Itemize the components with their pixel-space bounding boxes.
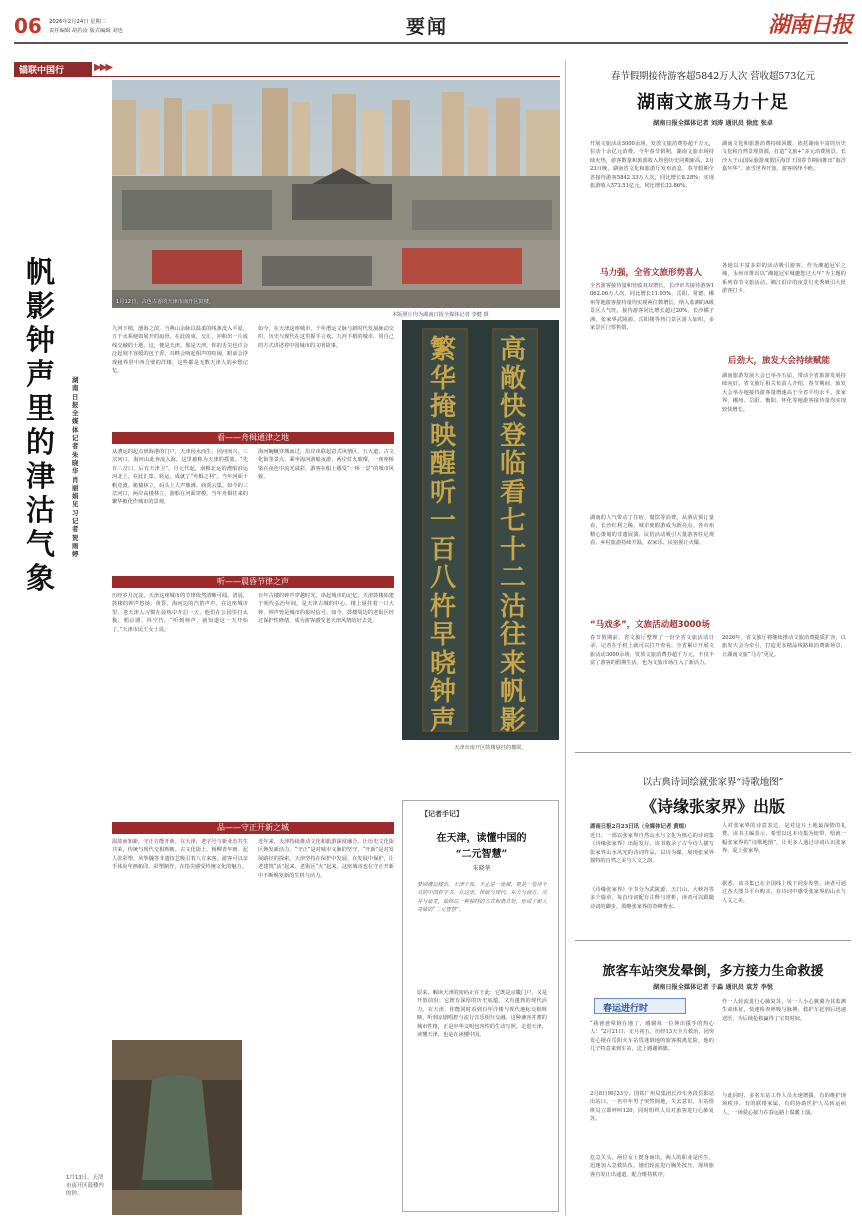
- bell-photo: [112, 1040, 242, 1215]
- article3-body-1: “我爸爸晕倒在地了，感谢每一位伸出援手的热心人！”2月21日，正月初五，历经13天全力救治，因突发心梗在岳阳火车站昏迷倒地的旅客脱离危险，他的儿子特意来到车站，送上感谢锦旗。: [590, 1021, 714, 1053]
- article3-body-3: 危急关头，两位女士挺身而出，两人的职业是医生，迅速加入急救队伍。她们轮流进行胸外按压，现场旅客自发让出通道，配合维持秩序。: [590, 1155, 714, 1178]
- article1-kicker: 春节假期接待游客超5842万人次 营收超573亿元: [610, 71, 816, 82]
- feature-body-1: 从漕运的起点到海港的门户，天津因水而生、因河而兴。三岔河口，海河由此奔流入海，这里被称为天津的摇篮。“先有三岔口，后有天津卫”，自元代起，南粮北运的漕船沿运河北上，在此汇集、转运，成就了“舟楫之利”。当年河面千帆竞渡、桅樯林立，码头上人声鼎沸、商贾云集。如今的三岔河口，两岸高楼林立，游船在河面穿梭，当年舟楫往来的繁华被化作城市的景观。: [112, 449, 248, 506]
- subhead-bar-2: [112, 576, 394, 588]
- article3-byline: 湖南日报全媒体记者 于淼 通讯员 袁芳 李悦: [653, 984, 773, 991]
- column-tag-label: 春运进行时: [603, 1004, 649, 1014]
- article2-body-3: 人对张家界的诗意表达，是对这片土地最深情的礼赞。该书主编表示，希望以这本诗集为纽带，绘就一幅张家界的“诗歌地图”，让更多人通过诗词认识张家界、爱上张家界。: [722, 823, 846, 855]
- note-author: 朱晓华: [472, 865, 491, 872]
- header-rule: [14, 42, 848, 44]
- article1-rule: [575, 752, 851, 753]
- bell-caption: 1月13日，天津市南开区鼓楼内的钟。: [66, 1175, 104, 1197]
- page-divider: [565, 60, 566, 1215]
- article2-dateline: 湖南日报2月23日讯（全媒体记者 黄煌）: [590, 824, 690, 830]
- section-tag: [14, 62, 92, 76]
- photo-credit: 本版照片均为湖南日报全媒体记者 李健 摄: [392, 312, 489, 318]
- article1-lead: 开展文旅活动3000余场，发放文旅消费券超千万元，拉动十余亿元消费。今年春节假期，湖南文旅市场持续火热，游客数量和旅游收入均创历史同期新高。2月23日晚，湖南省文化和旅游厅发布消息，春节假期全省接待游客5842.33万人次，同比增长8.28%；实现旅游收入573.51亿元，同比增长33.86%。: [590, 141, 714, 190]
- article2-kicker: 以古典诗词绘就张家界“诗歌地图”: [642, 777, 784, 788]
- article2-headline: 《诗缘张家界》出版: [640, 797, 785, 816]
- date-line: 2026年2月24日 星期二: [49, 19, 107, 25]
- tag-rule: [14, 76, 560, 77]
- article1-subhead-2: “马戏多”，文旅活动超3000场: [590, 620, 710, 630]
- subhead-bar-1: [112, 432, 394, 444]
- tag-arrows: ▶▶▶: [94, 62, 112, 73]
- article1-right-1: 湖南文化和旅游消费持续回暖，依托湖南丰富的历史文化和自然景观资源，打造“文旅+”多元消费场景。长沙大王山国际旅游度假区海洋王国春节期间推出“海洋嘉年华”，冰雪世界开放，游客络绎不绝。: [722, 141, 846, 173]
- article3-body-5: 与此同时，多名车站工作人员火速增援，有的维护现场秩序，有的联络家属，有的协助医护人员转运病人，一场爱心接力在春运路上温暖上演。: [722, 1093, 846, 1116]
- masthead-logo: 湖南日报: [768, 12, 853, 38]
- article1-right-3: 湖南旅游发展大会已举办五届，带动全省旅游发展持续向好。省文旅厅相关负责人介绍，春节期间，旅发大会举办地接待游客量增速高于全省平均水平。张家界、郴州、岳阳、衡阳、怀化等地游客接待量均实现较快增长。: [722, 373, 846, 413]
- couplet-right-text: 高敞快登临看七十二沽往来帆影: [500, 335, 527, 736]
- article1-body-2: 湖南的人气带动了住宿、餐饮等消费。从酒店预订量看，长沙红利之稀，城市度假游成为新亮点。各市州精心策划的非遗展演、民俗活动吸引大量游客驻足观看。乡村旅游持续升温，农家乐、民宿预订火爆。: [590, 515, 714, 547]
- couplet-photo: [402, 320, 559, 740]
- article1-subhead-3: 后劲大，旅发大会持续赋能: [728, 356, 831, 366]
- photo-caption-1: 1月12日，古色古香的天津市南开区鼓楼。: [116, 299, 215, 305]
- article1-headline: 湖南文旅马力十足: [637, 92, 789, 113]
- article3-column-tag: [594, 998, 686, 1014]
- article2-body-1: 近日，一部以张家界自然山水与文化为核心的诗词集《诗缘张家界》出版发行。该书收录了古今诗人描写张家界山水风光的诗词作品，以诗为媒，展现张家界独特的自然之美与人文之韵。: [590, 833, 714, 865]
- feature-body-5: 温故而知新，守正方能开新。在天津，老字号与新业态共生共荣，传统与现代交相辉映。古文化街上，杨柳青年画、泥人张彩塑、风筝魏等非遗技艺吸引着八方来客。游客可以亲手体验年画拓印、彩塑制作，在指尖感受传统文化的魅力。: [112, 839, 248, 871]
- note-quote: 梦回漕运楼台，天津于我，不止是一座城，更是一卷读不尽的中国哲学书。在这里，传统与现代、东方与西方、市井与庙堂，始终以一种独特的方式和谐共处，形成了耐人寻味的“二元智慧”。: [417, 882, 547, 914]
- section-tag-label: 锚联中国行: [19, 66, 65, 76]
- section-title: 要闻: [406, 16, 449, 38]
- article1-byline: 湖南日报全媒体记者 刘涛 通讯员 徐庶 张卓: [653, 120, 773, 127]
- article2-rule: [575, 940, 851, 941]
- feature-headline: 帆影钟声里的津沽气象: [26, 255, 56, 595]
- feature-body-4: 百年古楼的钟声穿越时光，串起城市的记忆。天津鼓楼始建于明代弘治年间，是天津古城的中心。楼上悬挂着一口大钟，钟声曾是城市的报时信号。如今，鼓楼周边的老街区经过保护性修缮，成为游客感受老天津风情的好去处。: [258, 593, 394, 625]
- feature-body-3: 历经岁月沉淀，天津这座城市的节律依然清晰可闻。清晨，鼓楼的钟声悠扬；黄昏，海河边的汽笛声声。在这座城市里，老天津人习惯在晨练中开启一天，他们在公园里打太极、唱京剧、抖空竹。“听到钟声，就知道这一天开始了。”天津市民王女士说。: [112, 593, 248, 633]
- couplet-caption: 天津市南开区鼓楼悬挂的楹联。: [454, 745, 527, 751]
- couplet-board-left: [422, 328, 468, 736]
- note-title-1: 在天津，读懂中国的: [436, 833, 527, 844]
- subhead-2: 听——晨昏节律之声: [217, 577, 289, 586]
- article3-headline: 旅客车站突发晕倒，多方接力生命救援: [602, 964, 824, 979]
- note-body: 原来，解读天津的密码正在于此：它既是京畿门户，又是开放前沿；它既有深厚的历史底蕴，又有蓬勃的现代活力。在天津，你能同时看到百年洋楼与现代地标交相辉映，听到京剧唱腔与流行音乐相互交融。这种兼容并蓄的城市性格，正是中华文明包容性的生动写照。走进天津，读懂天津，也是在读懂中国。: [417, 990, 547, 1039]
- subhead-3: 品——守正开新之城: [217, 823, 289, 832]
- note-title-2: “二元智慧”: [455, 849, 508, 860]
- tianjin-city-photo: [112, 80, 560, 308]
- subhead-1: 看——舟楫通津之地: [217, 433, 289, 442]
- editors-line: 责任编辑 胡若汝 版式编辑 刘也: [49, 28, 123, 34]
- article1-subhead-1: 马力强，全省文旅形势喜人: [600, 268, 703, 278]
- note-tag: 【记者手记】: [421, 809, 463, 818]
- article1-body-1: 全省游客接待量和营收双双增长。长沙市共接待游客1062.06万人次，同比增长11.95%。岳阳、常德、郴州等地游客接待量均实现两位数增长。纳入监测的A级景区人气旺，接待游客同比增长超过20%。长沙橘子洲、张家界武陵源、岳阳楼等热门景区游人如织，多家景区门票售罄。: [590, 283, 714, 332]
- article2-body-2: 《诗缘张家界》全书分为武陵源、天门山、大峡谷等多个篇章，每首诗词配有注释与赏析，读者可以跟随诗词的脚步，领略张家界的奇峰秀水。: [590, 887, 714, 910]
- reporter-note: [402, 800, 559, 1212]
- article3-body-2: 2月8日9时33分，国铁广州局集团长沙车务段岳阳站出站口，一名中年男子突然倒地，失去意识。车站值班员立即呼叫120，同时组织人员对旅客进行心肺复苏。: [590, 1091, 714, 1123]
- feature-byline: 湖南日报全媒体记者 朱晓华 肖丽娟 见习记者 贺雨婷: [72, 376, 79, 559]
- subhead-bar-3: [112, 822, 394, 834]
- page-header: [0, 0, 862, 44]
- feature-lead-col2: 如今，在天津这座城市，千年漕运文脉与新时代发展脉动交织，历史与现代在这里握手言欢。九河下梢的城市，用自己的方式讲述着中国城市的文明故事。: [258, 326, 394, 349]
- feature-body-2: 海河蜿蜒穿城而过，沿岸串联起意式风情区、五大道、古文化街等景点。乘坐海河游船夜游，两岸灯火璀璨，一座座桥梁在夜色中流光溢彩，游客在船上感受“一桥一景”的城市风貌。: [258, 449, 394, 481]
- couplet-left-text: 繁华掩映醒听一百八杵早晓钟声: [430, 335, 457, 736]
- article2-body-4: 据悉，该书集已在全国线上线下同步发售，读者可通过各大图书平台购买，在诗词中感受张家界的山水与人文之美。: [722, 881, 846, 904]
- article1-right-4: 2026年，省文旅厅将继续推动文旅消费提质扩容，以旅发大会为牵引，打造更多精品线路和消费新场景，让湖南文旅“马力”更足。: [722, 635, 846, 658]
- page-number: 06: [14, 14, 42, 38]
- feature-lead-col1: 九河下梢，渤海之滨。当燕山余脉以温柔的线条没入平原，万千水系便如展开的扇骨，在此收束、交汇，冲积出一片成线交融的土地，这，便是天津。那是天津，你的舌尖也许会泛起刻不容缓的包子香，耳畔会响起相声的喧闹，眼前会浮现租界里中西合璧的洋楼，这些都是无数天津人的乡愁记忆。: [112, 326, 248, 375]
- article1-body-3: 春节假期前，省文旅厅整理了一份全省文旅活动日录，记者在手机上就可以打开查看。全省累计开展文旅活动3000余场，发放文旅消费券超千万元，不仅丰富了游客的假期生活，也为文旅市场注入了新活力。: [590, 635, 714, 667]
- couplet-board-right: [492, 328, 538, 736]
- article3-body-4: 作一人轮流进行心肺复苏，另一人小心翼翼为其监测生命体征，快速检查呼吸与脉搏，救护车赶到后迅速送医，为后续抢救赢得了宝贵时间。: [722, 999, 846, 1022]
- feature-body-6: 近年来，天津持续推动文化和旅游深度融合，让历史文化街区焕发新活力。“守正”是对城市文脉的坚守，“开新”是对发展路径的探索。天津坚持在保护中发展、在发展中保护，让老建筑“活”起来、老街区“火”起来，这座城市也在守正开新中不断焕发新的生机与活力。: [258, 839, 394, 879]
- article1-right-2: 各地以丰富多彩的活动吸引游客。作为湘超冠军之城，永州市推出以“湘超冠军城邀您过大年”为主题的系列春节文旅活动，湘江沿岸的夜景灯光秀吸引大批游客打卡。: [722, 263, 846, 295]
